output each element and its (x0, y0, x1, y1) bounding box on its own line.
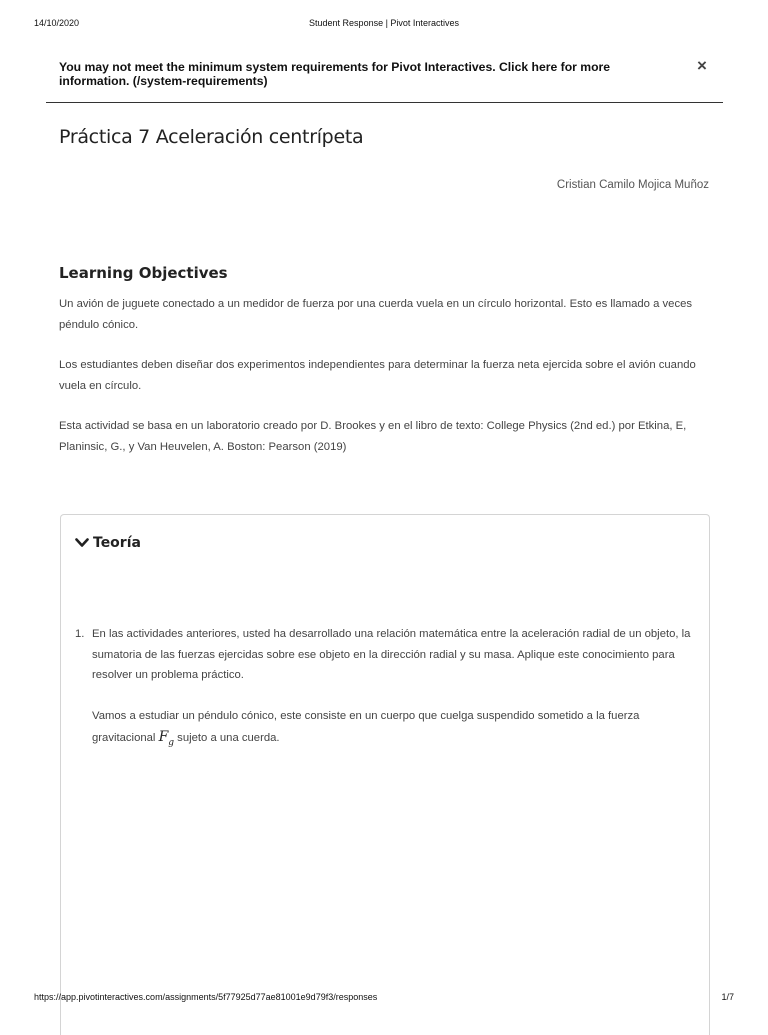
text-segment: Vamos a estudiar un péndulo cónico, este consiste en un cuerpo que cuelga suspendido sometido a la fuerza gravitacional (92, 710, 640, 744)
teoria-toggle[interactable] (75, 533, 141, 553)
print-date: 14/10/2020 (34, 18, 80, 28)
teoria-section (60, 514, 710, 1035)
system-requirements-link[interactable]: You may not meet the minimum system requirements for Pivot Interactives. Click here for more information. (/system-requirements) (59, 60, 611, 88)
teoria-label: Teoría (93, 535, 141, 551)
chevron-down-icon (75, 537, 89, 549)
print-footer (34, 992, 734, 1006)
list-item-text (92, 706, 692, 753)
list-item-number: 1. (75, 628, 85, 640)
close-icon[interactable]: × (697, 56, 707, 75)
objective-paragraph: Los estudiantes deben diseñar dos experimentos independientes para determinar la fuerza neta ejercida sobre el avión cuando vuela en círculo. (59, 359, 696, 392)
text-segment: sujeto a una cuerda. (174, 731, 280, 744)
math-symbol: F (158, 728, 169, 745)
objective-paragraph: Esta actividad se basa en un laboratorio creado por D. Brookes y en el libro de texto: College Physics (2nd ed.) por Etkina, E, Planinsic, G., y Van Heuvelen, A. Boston: Pearson (2019) (59, 420, 687, 453)
system-requirements-banner (46, 58, 723, 103)
list-item-text: En las actividades anteriores, usted ha desarrollado una relación matemática entre la aceleración radial de un objeto, la sumatoria de las fuerzas ejercidas sobre ese objeto en la dirección radial y su masa. Aplique este conocimiento para resolver un problema práctico. (92, 628, 691, 681)
print-page-number: 1/7 (721, 992, 734, 1002)
math-subscript: g (168, 737, 175, 748)
print-header (34, 18, 734, 32)
learning-objectives-heading: Learning Objectives (59, 264, 228, 282)
math-formula (158, 728, 175, 748)
print-url: https://app.pivotinteractives.com/assignments/5f77925d77ae81001e9d79f3/responses (34, 992, 378, 1002)
objective-paragraph: Un avión de juguete conectado a un medidor de fuerza por una cuerda vuela en un círculo horizontal. Esto es llamado a veces péndulo cónico. (59, 298, 693, 331)
page-title: Práctica 7 Aceleración centrípeta (59, 126, 364, 148)
author-name: Cristian Camilo Mojica Muñoz (556, 179, 709, 191)
print-page-title: Student Response | Pivot Interactives (309, 18, 459, 28)
